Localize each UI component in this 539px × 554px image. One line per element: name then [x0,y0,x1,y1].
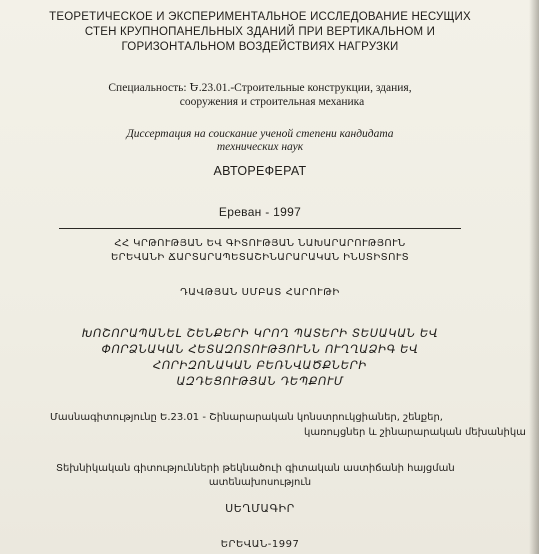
russian-title [0,10,520,55]
armenian-thesis-statement [0,462,539,490]
armenian-specialty-line: Մասնագիտությունը Ե.23.01 - Շինարարական կոնստրուկցիաներ, շենքեր, [50,412,443,423]
russian-thesis-statement [0,128,520,154]
armenian-thesis-line: Տեխնիկական գիտությունների թեկնածուի գիտական աստիճանի հայցման [56,463,455,474]
armenian-city-year: ԵՐԵՎԱՆ-1997 [220,539,300,550]
armenian-title-line: ՀՈՐԻԶՈՆԱԿԱՆ ԲԵՌՆՎԱԾՔՆԵՐԻ [153,358,367,372]
russian-specialty-line: Специальность: Ե.23.01.-Строительные конструкции, здания, [108,82,412,94]
armenian-institution-line: ՀՀ ԿՐԹՈՒԹՅԱՆ ԵՎ ԳԻՏՈՒԹՅԱՆ ՆԱԽԱՐԱՐՈՒԹՅՈՒՆ [114,238,406,249]
armenian-institution-line: ԵՐԵՎԱՆԻ ՃԱՐՏԱՐԱՊԵՏԱՇԻՆԱՐԱՐԱԿԱՆ ԻՆՍՏԻՏՈՒՏ [110,252,410,263]
armenian-title-line: ԱԶԴԵՑՈՒԹՅԱՆ ԴԵՊՔՈՒՄ [176,374,344,388]
armenian-title-line: ՓՈՐՁՆԱԿԱՆ ՀԵՏԱԶՈՏՈՒԹՅՈՒՆՆ ՈՒՂՂԱՁԻԳ ԵՎ [101,342,419,356]
russian-specialty [10,81,510,109]
page-edge-shadow [529,0,539,554]
armenian-abstract-label: ՍԵՂՄԱԳԻՐ [225,502,295,515]
russian-city-year: Ереван - 1997 [218,205,302,219]
armenian-title [0,325,520,389]
russian-thesis-line: технических наук [216,141,304,153]
armenian-title-line: ԽՈՇՈՐԱՊԱՆԵԼ ՇԵՆՔԵՐԻ ԿՐՈՂ ՊԱՏԵՐԻ ՏԵՍԱԿԱՆ ԵՎ [81,326,439,340]
armenian-thesis-line: ատենախոսություն [208,477,312,488]
armenian-institution [0,237,520,265]
russian-title-line: СТЕН КРУПНОПАНЕЛЬНЫХ ЗДАНИЙ ПРИ ВЕРТИКАЛЬНОМ И [84,26,436,38]
armenian-author-name: ԴԱՎԹՅԱՆ ՍՄԲԱՏ ՀԱՐՈՒԹԻ [180,287,340,298]
armenian-specialty-line: կառույցներ և շինարարական մեխանիկա [304,427,526,438]
armenian-specialty [0,410,539,440]
russian-title-line: ТЕОРЕТИЧЕСКОЕ И ЭКСПЕРИМЕНТАЛЬНОЕ ИССЛЕДОВАНИЕ НЕСУЩИХ [49,11,471,23]
russian-abstract-label: АВТОРЕФЕРАТ [213,164,307,178]
section-divider [59,228,461,229]
russian-thesis-line: Диссертация на соискание ученой степени кандидата [126,128,394,140]
russian-specialty-line: сооружения и строительная механика [179,96,365,108]
russian-title-line: ГОРИЗОНТАЛЬНОМ ВОЗДЕЙСТВИЯХ НАГРУЗКИ [121,41,399,53]
